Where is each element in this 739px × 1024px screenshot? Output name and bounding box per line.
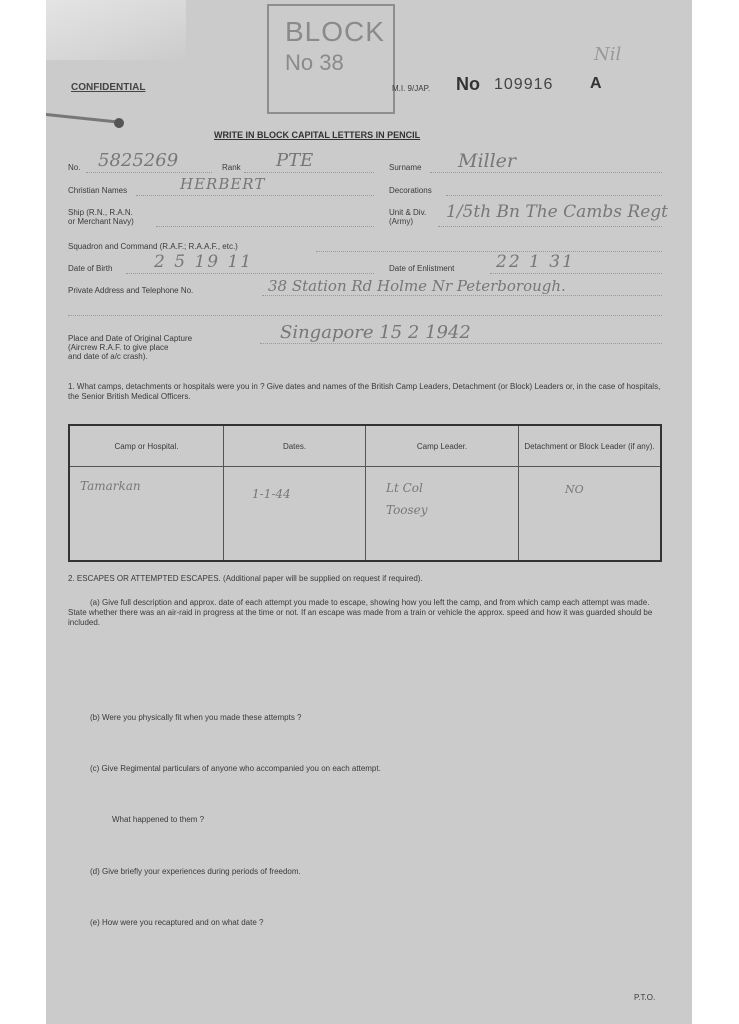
enlistment-label: Date of Enlistment [389, 264, 455, 273]
number-label: No [456, 74, 480, 94]
question-2-heading: 2. ESCAPES OR ATTEMPTED ESCAPES. (Additional paper will be supplied on request if required). [68, 574, 423, 583]
stamp-line-2: No 38 [285, 50, 344, 75]
cell-detachment: NO [565, 483, 584, 496]
question-2a: (a) Give full description and approx. date of each attempt you made to escape, showing how you left the camp, and from which camp each attempt was made. State whether there was an air-raid in progress at the time or not. If an escape was made from a train or vehicle the approx. speed and how it was guarded should be included. [68, 598, 653, 627]
cell-camp: Tamarkan [80, 479, 141, 493]
form-suffix: A [590, 75, 602, 92]
address-label: Private Address and Telephone No. [68, 286, 194, 295]
pin-shaft [46, 113, 124, 124]
question-2d: (d) Give briefly your experiences during periods of freedom. [90, 867, 301, 876]
decorations-label: Decorations [389, 186, 432, 195]
pto-label: P.T.O. [634, 993, 656, 1002]
ship-label-1: Ship (R.N., R.A.N. [68, 208, 133, 217]
cell-dates: 1-1-44 [252, 487, 291, 501]
rank-value: PTE [276, 150, 314, 171]
surname-value: Miller [458, 150, 517, 172]
question-2c: (c) Give Regimental particulars of anyone who accompanied you on each attempt. [90, 764, 381, 773]
question-2c-followup: What happened to them ? [112, 815, 205, 824]
question-1: 1. What camps, detachments or hospitals were you in ? Give dates and names of the British Camp Leaders, Detachment (or Block) Leaders or, in the case of hospitals, the Senior British Medical Officers. [68, 382, 661, 401]
block-stamp [267, 4, 395, 114]
unit-label-1: Unit & Div. [389, 208, 427, 217]
camps-table [68, 424, 662, 562]
capture-label-3: and date of a/c crash). [68, 352, 148, 361]
surname-label: Surname [389, 163, 422, 172]
form-sheet [46, 0, 692, 1024]
unit-value: 1/5th Bn The Cambs Regt [446, 202, 668, 222]
capture-label-1: Place and Date of Original Capture [68, 334, 193, 343]
christian-names-value: HERBERT [180, 175, 266, 193]
no-value: 5825269 [98, 150, 179, 171]
dob-label: Date of Birth [68, 264, 113, 273]
ship-label-2: or Merchant Navy) [68, 217, 134, 226]
capture-label-2: (Aircrew R.A.F. to give place [68, 343, 169, 352]
christian-names-label: Christian Names [68, 186, 128, 195]
address-value: 38 Station Rd Holme Nr Peterborough. [268, 277, 566, 295]
camps-table-header [69, 425, 661, 467]
question-2b: (b) Were you physically fit when you made these attempts ? [90, 713, 302, 722]
cell-leader: Lt Col Toosey [386, 481, 428, 517]
form-number: 109916 [494, 76, 554, 93]
table-row [69, 467, 661, 562]
dob-value: 2 5 19 11 [154, 252, 254, 272]
stamp-line-1: BLOCK [285, 16, 385, 47]
col-camp: Camp or Hospital. [69, 425, 224, 467]
pin-head [114, 118, 124, 128]
instruction-heading: WRITE IN BLOCK CAPITAL LETTERS IN PENCIL [214, 130, 421, 140]
confidential-label: CONFIDENTIAL [71, 82, 146, 93]
question-2e: (e) How were you recaptured and on what date ? [90, 918, 264, 927]
col-dates: Dates. [224, 425, 366, 467]
tape-mark [46, 0, 186, 60]
col-detachment: Detachment or Block Leader (if any). [519, 425, 662, 467]
rank-label: Rank [222, 163, 241, 172]
nil-mark: Nil [594, 44, 622, 65]
col-leader: Camp Leader. [366, 425, 519, 467]
ref-prefix: M.I. 9/JAP. [392, 84, 431, 93]
unit-label-2: (Army) [389, 217, 413, 226]
squadron-label: Squadron and Command (R.A.F.; R.A.A.F., etc.) [68, 242, 238, 251]
capture-value: Singapore 15 2 1942 [280, 322, 471, 343]
no-label: No. [68, 163, 81, 172]
enlistment-value: 22 1 31 [496, 252, 575, 272]
